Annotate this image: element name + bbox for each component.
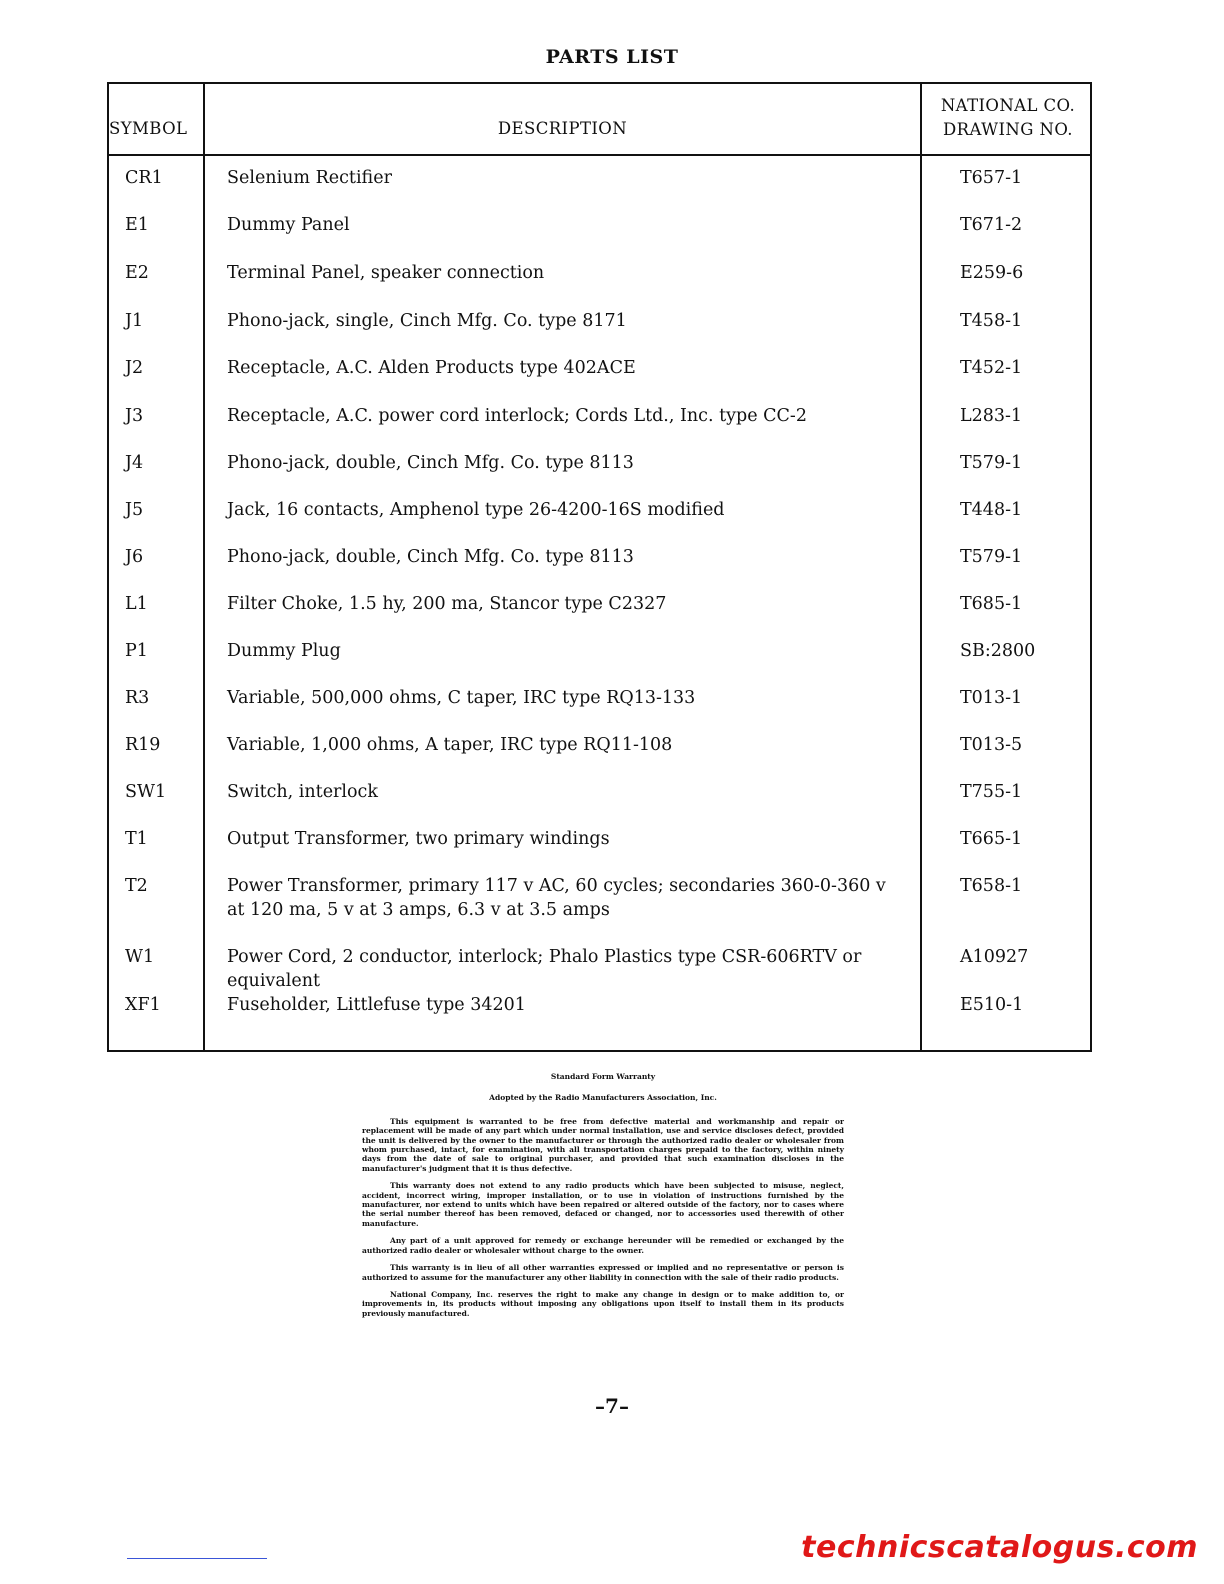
footer-link-underline	[127, 1558, 267, 1559]
cell-symbol: R19	[125, 735, 161, 755]
cell-description: Fuseholder, Littlefuse type 34201	[227, 995, 526, 1015]
parts-table	[107, 82, 1092, 1052]
cell-symbol: E1	[125, 215, 149, 235]
column-divider	[920, 84, 922, 1050]
cell-drawing-no: T579-1	[960, 547, 1023, 567]
cell-drawing-no: T658-1	[960, 876, 1023, 896]
cell-symbol: T2	[125, 876, 148, 896]
header-drawing-no	[922, 94, 1094, 142]
column-divider	[203, 84, 205, 1050]
page-number: –7–	[595, 1394, 629, 1418]
warranty-title: Standard Form Warranty	[550, 1072, 656, 1081]
cell-symbol: P1	[125, 641, 148, 661]
cell-drawing-no: T013-1	[960, 688, 1023, 708]
cell-symbol: J5	[125, 500, 144, 520]
cell-symbol: J3	[125, 406, 144, 426]
cell-drawing-no: T579-1	[960, 453, 1023, 473]
cell-description: Filter Choke, 1.5 hy, 200 ma, Stancor type C2327	[227, 594, 667, 614]
cell-drawing-no: T755-1	[960, 782, 1023, 802]
cell-drawing-no: T448-1	[960, 500, 1023, 520]
cell-description: Receptacle, A.C. Alden Products type 402ACE	[227, 358, 636, 378]
cell-symbol: J1	[125, 311, 144, 331]
cell-symbol: SW1	[125, 782, 167, 802]
warranty-paragraph: National Company, Inc. reserves the right to make any change in design or to make addition to, or improvements in, its products without imposing any obligations upon itself to install them in its products previously manufactured.	[362, 1289, 844, 1318]
cell-symbol: T1	[125, 829, 148, 849]
header-description: DESCRIPTION	[497, 119, 628, 138]
cell-drawing-no: E510-1	[960, 995, 1024, 1015]
cell-drawing-no: T665-1	[960, 829, 1023, 849]
cell-description: Phono-jack, single, Cinch Mfg. Co. type 8171	[227, 311, 627, 331]
cell-description: Switch, interlock	[227, 782, 378, 802]
cell-description: Terminal Panel, speaker connection	[227, 263, 545, 283]
cell-description: Selenium Rectifier	[227, 168, 392, 188]
header-symbol: SYMBOL	[109, 119, 188, 138]
watermark-logo: technicscatalogus.com	[801, 1530, 1198, 1565]
warranty-paragraph: This equipment is warranted to be free from defective material and workmanship and repair or replacement will be made of any part which under normal installation, use and service discloses defect, provided the unit is delivered by the owner to the manufacturer or through the authorized radio dealer or wholesaler from whom purchased, intact, for examination, with all transportation charges prepaid to the factory, within ninety days from the date of sale to original purchaser, and provided that such examination discloses in the manufacturer's judgment that it is thus defective.	[362, 1116, 844, 1173]
page-title: PARTS LIST	[545, 46, 679, 68]
cell-symbol: J6	[125, 547, 144, 567]
cell-drawing-no: A10927	[960, 947, 1029, 967]
cell-drawing-no: T685-1	[960, 594, 1023, 614]
cell-drawing-no: T013-5	[960, 735, 1023, 755]
cell-symbol: L1	[125, 594, 148, 614]
cell-description: Dummy Plug	[227, 641, 341, 661]
cell-description: Phono-jack, double, Cinch Mfg. Co. type 8113	[227, 547, 634, 567]
cell-symbol: J4	[125, 453, 144, 473]
cell-drawing-no: T671-2	[960, 215, 1023, 235]
cell-description: Jack, 16 contacts, Amphenol type 26-4200-16S modified	[227, 500, 725, 520]
cell-symbol: CR1	[125, 168, 163, 188]
cell-symbol: XF1	[125, 995, 161, 1015]
cell-drawing-no: T458-1	[960, 311, 1023, 331]
cell-description: Phono-jack, double, Cinch Mfg. Co. type 8113	[227, 453, 634, 473]
cell-description: Power Transformer, primary 117 v AC, 60 cycles; secondaries 360-0-360 v at 120 ma, 5 v at 3 amps, 6.3 v at 3.5 amps	[227, 876, 886, 920]
cell-description: Variable, 1,000 ohms, A taper, IRC type RQ11-108	[227, 735, 673, 755]
cell-description: Output Transformer, two primary windings	[227, 829, 610, 849]
cell-symbol: E2	[125, 263, 149, 283]
warranty-section	[362, 1072, 844, 1326]
header-drawing-line2: DRAWING NO.	[943, 120, 1073, 139]
cell-drawing-no: L283-1	[960, 406, 1023, 426]
header-rule	[109, 154, 1090, 156]
cell-symbol: R3	[125, 688, 150, 708]
cell-drawing-no: T452-1	[960, 358, 1023, 378]
warranty-paragraph: This warranty is in lieu of all other warranties expressed or implied and no representative or person is authorized to assume for the manufacturer any other liability in connection with the sale of their radio products.	[362, 1263, 844, 1282]
cell-symbol: W1	[125, 947, 155, 967]
cell-symbol: J2	[125, 358, 144, 378]
cell-description: Variable, 500,000 ohms, C taper, IRC type RQ13-133	[227, 688, 696, 708]
cell-description: Dummy Panel	[227, 215, 350, 235]
cell-drawing-no: T657-1	[960, 168, 1023, 188]
cell-description: Power Cord, 2 conductor, interlock; Phalo Plastics type CSR-606RTV or equivalent	[227, 947, 862, 991]
warranty-paragraph: Any part of a unit approved for remedy or exchange hereunder will be remedied or exchanged by the authorized radio dealer or wholesaler without charge to the owner.	[362, 1236, 844, 1255]
header-drawing-line1: NATIONAL CO.	[940, 96, 1076, 115]
cell-drawing-no: E259-6	[960, 263, 1024, 283]
warranty-paragraph: This warranty does not extend to any radio products which have been subjected to misuse, neglect, accident, incorrect wiring, improper installation, or to use in violation of instructions furnished by the manufacturer, nor extend to units which have been repaired or altered outside of the factory, nor to cases where the serial number thereof has been removed, defaced or changed, nor to accessories used therewith of other manufacture.	[362, 1181, 844, 1228]
cell-drawing-no: SB:2800	[960, 641, 1036, 661]
cell-description: Receptacle, A.C. power cord interlock; Cords Ltd., Inc. type CC-2	[227, 406, 807, 426]
warranty-subtitle: Adopted by the Radio Manufacturers Association, Inc.	[489, 1093, 717, 1103]
